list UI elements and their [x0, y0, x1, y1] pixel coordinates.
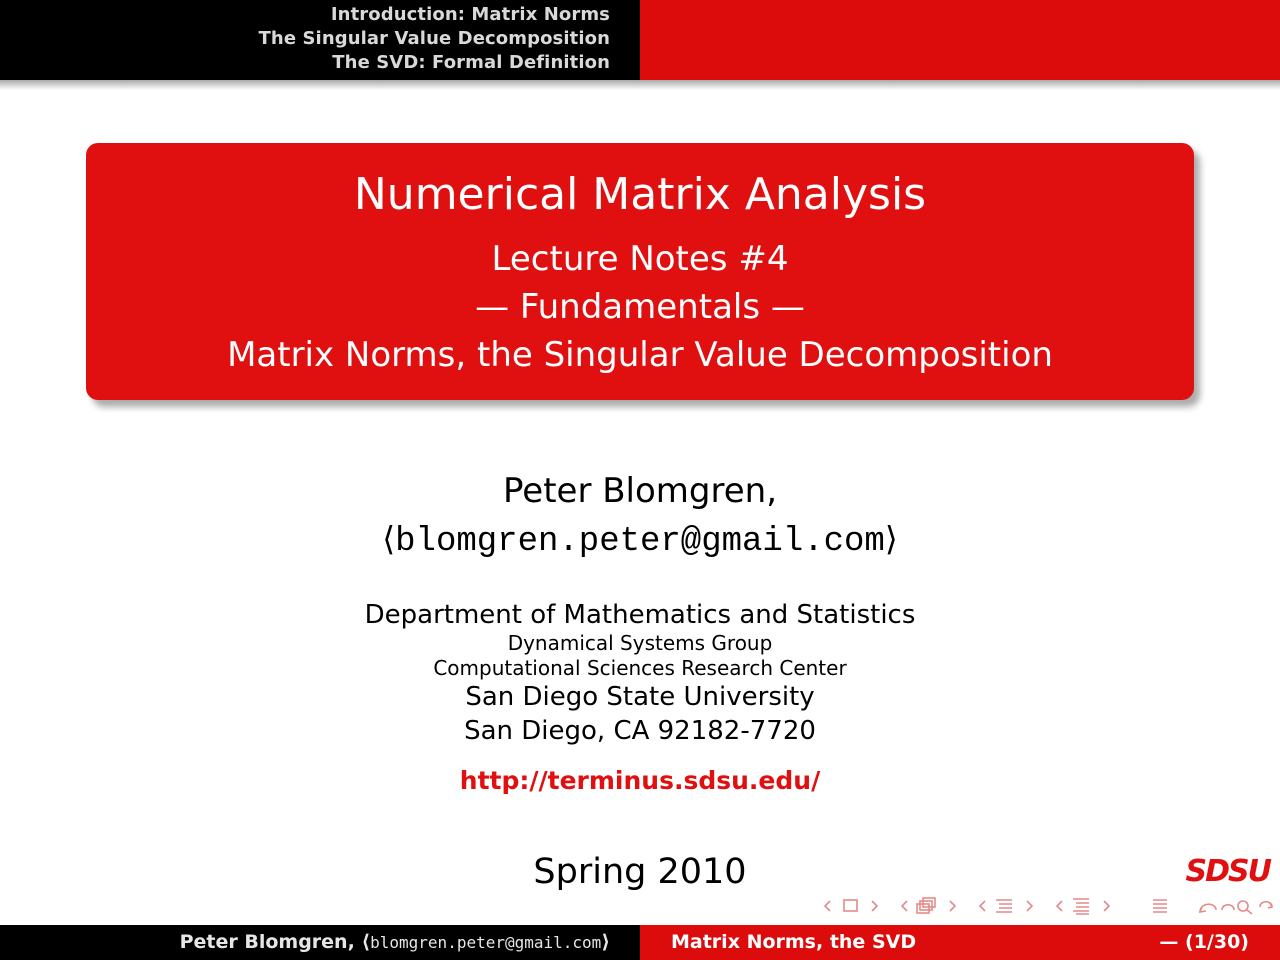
- section-link-svd[interactable]: The Singular Value Decomposition: [258, 28, 610, 49]
- footer-title-block: [640, 925, 1280, 960]
- lecture-number: Lecture Notes #4: [491, 239, 789, 279]
- navigation-symbols: [820, 894, 1275, 918]
- frame-icon[interactable]: [844, 900, 857, 911]
- section-prev-icon[interactable]: [980, 901, 985, 911]
- footer-short-title: Matrix Norms, the SVD: [671, 931, 917, 953]
- lecture-subtitle: Matrix Norms, the Singular Value Decomposition: [227, 335, 1053, 375]
- address: San Diego, CA 92182-7720: [464, 716, 816, 746]
- research-group: Dynamical Systems Group: [507, 631, 773, 655]
- subsection-prev-icon[interactable]: [902, 901, 907, 911]
- footer-email: blomgren.peter@gmail.com: [370, 933, 602, 952]
- sdsu-logo: SDSU: [1185, 854, 1270, 889]
- header-accent: [640, 0, 1280, 80]
- angle-open: ⟨: [382, 519, 396, 558]
- presentation-title: Numerical Matrix Analysis: [353, 169, 927, 220]
- search-icon[interactable]: [1238, 901, 1252, 914]
- research-center: Computational Sciences Research Center: [433, 656, 847, 680]
- navigation-symbols-svg: [820, 894, 1275, 918]
- angle-close: ⟩: [884, 519, 898, 558]
- lecture-topic: — Fundamentals —: [475, 287, 805, 327]
- title-block: [86, 143, 1194, 400]
- refresh-icon[interactable]: [1260, 902, 1272, 908]
- subsection-next-icon[interactable]: [950, 901, 955, 911]
- forward-icon[interactable]: [1222, 905, 1234, 910]
- subtitle-block: [86, 235, 1194, 379]
- university: San Diego State University: [465, 682, 815, 712]
- author-email[interactable]: blomgren.peter@gmail.com: [395, 523, 885, 561]
- presentation-date: Spring 2010: [533, 852, 747, 892]
- document-icon[interactable]: [1073, 899, 1089, 914]
- header-bar: [0, 0, 1280, 80]
- footer-angle-open: ⟨: [361, 931, 371, 953]
- section-navigation: [0, 0, 640, 80]
- department: Department of Mathematics and Statistics: [364, 600, 916, 630]
- section-link-introduction[interactable]: Introduction: Matrix Norms: [330, 4, 610, 25]
- subsection-icon[interactable]: [917, 898, 935, 913]
- page-number: — (1/30): [1159, 931, 1249, 953]
- frame-next-icon[interactable]: [872, 901, 877, 911]
- footer-bar: [0, 925, 1280, 960]
- header-shadow: [0, 80, 1280, 90]
- back-icon[interactable]: [1200, 904, 1216, 912]
- section-link-svd-definition[interactable]: The SVD: Formal Definition: [332, 52, 610, 73]
- document-next-icon[interactable]: [1104, 901, 1109, 911]
- appendix-icon[interactable]: [1153, 900, 1167, 912]
- author-email-line: [0, 515, 1280, 566]
- author-name: Peter Blomgren,: [502, 471, 778, 511]
- website-link[interactable]: http://terminus.sdsu.edu/: [459, 766, 821, 795]
- footer-angle-close: ⟩: [601, 931, 610, 953]
- footer-author: Peter Blomgren,: [179, 931, 355, 953]
- section-icon[interactable]: [996, 900, 1012, 912]
- section-next-icon[interactable]: [1027, 901, 1032, 911]
- footer-author-block: [0, 925, 640, 960]
- frame-prev-icon[interactable]: [825, 901, 830, 911]
- document-prev-icon[interactable]: [1057, 901, 1062, 911]
